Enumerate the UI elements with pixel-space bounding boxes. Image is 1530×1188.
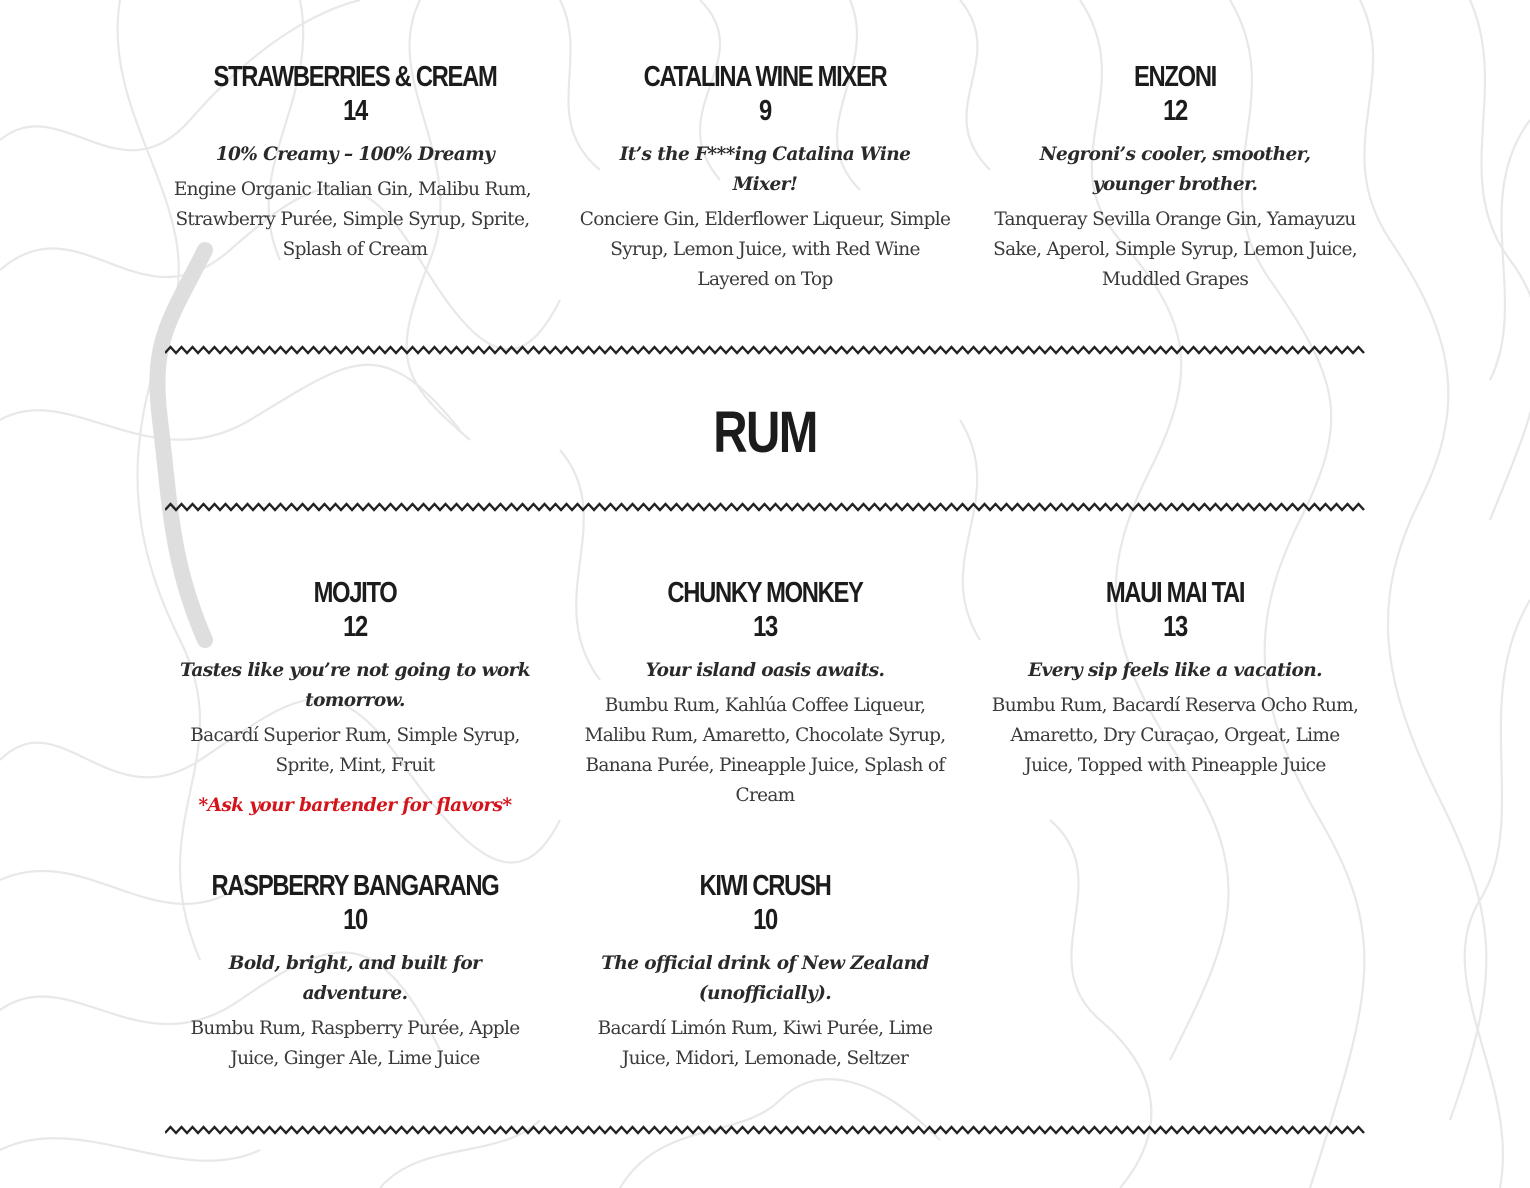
item-tagline: It’s the F***ing Catalina Wine Mixer! — [619, 144, 911, 195]
zigzag-divider — [165, 343, 1365, 357]
item-price: 13 — [1163, 611, 1187, 643]
item-ingredients: Engine Organic Italian Gin, Malibu Rum, Strawberry Purée, Simple Syrup, Sprite, Splash of Cream — [173, 179, 537, 260]
item-name: CHUNKY MONKEY — [667, 577, 863, 609]
menu-item-mojito — [165, 576, 545, 821]
item-ingredients: Bumbu Rum, Kahlúa Coffee Liqueur, Malibu Rum, Amaretto, Chocolate Syrup, Banana Purée, Pineapple Juice, Splash of Cream — [584, 695, 946, 806]
item-price: 10 — [343, 904, 367, 936]
item-price: 10 — [753, 904, 777, 936]
item-name: KIWI CRUSH — [699, 870, 831, 902]
item-tagline: Your island oasis awaits. — [645, 660, 885, 681]
item-ingredients: Bacardí Superior Rum, Simple Syrup, Sprite, Mint, Fruit — [190, 725, 520, 776]
menu-item-chunky-monkey — [575, 576, 955, 811]
item-tagline: The official drink of New Zealand (unofficially). — [601, 953, 929, 1004]
item-ingredients: Bumbu Rum, Raspberry Purée, Apple Juice, Ginger Ale, Lime Juice — [190, 1018, 520, 1069]
item-price: 12 — [1163, 95, 1187, 127]
item-price: 14 — [343, 95, 367, 127]
item-price: 13 — [753, 611, 777, 643]
item-name: STRAWBERRIES & CREAM — [213, 61, 497, 93]
bartender-note: *Ask your bartender for flavors* — [198, 795, 512, 816]
item-price: 12 — [343, 611, 367, 643]
menu-item-catalina-wine-mixer — [575, 60, 955, 295]
section-title-rum: RUM — [713, 400, 817, 465]
item-name: ENZONI — [1134, 61, 1216, 93]
item-name: MAUI MAI TAI — [1105, 577, 1245, 609]
menu-item-kiwi-crush — [575, 869, 955, 1074]
item-tagline: Negroni’s cooler, smoother, younger brother. — [1039, 144, 1311, 195]
item-tagline: Bold, bright, and built for adventure. — [228, 953, 482, 1004]
menu-item-maui-mai-tai — [985, 576, 1365, 781]
item-tagline: 10% Creamy – 100% Dreamy — [215, 144, 495, 165]
item-name: MOJITO — [313, 577, 397, 609]
zigzag-divider — [165, 1123, 1365, 1137]
item-ingredients: Bacardí Limón Rum, Kiwi Purée, Lime Juice, Midori, Lemonade, Seltzer — [597, 1018, 933, 1069]
item-tagline: Tastes like you’re not going to work tomorrow. — [179, 660, 531, 711]
item-price: 9 — [759, 95, 771, 127]
menu-item-enzoni — [985, 60, 1365, 295]
item-ingredients: Conciere Gin, Elderflower Liqueur, Simple Syrup, Lemon Juice, with Red Wine Layered on Top — [579, 209, 951, 290]
menu-item-strawberries-cream — [165, 60, 545, 265]
item-tagline: Every sip feels like a vacation. — [1028, 660, 1322, 681]
zigzag-divider — [165, 500, 1365, 514]
item-ingredients: Bumbu Rum, Bacardí Reserva Ocho Rum, Amaretto, Dry Curaçao, Orgeat, Lime Juice, Topped with Pineapple Juice — [991, 695, 1359, 776]
menu-item-raspberry-bangarang — [165, 869, 545, 1074]
item-name: RASPBERRY BANGARANG — [211, 870, 499, 902]
item-name: CATALINA WINE MIXER — [643, 61, 887, 93]
item-ingredients: Tanqueray Sevilla Orange Gin, Yamayuzu Sake, Aperol, Simple Syrup, Lemon Juice, Muddled Grapes — [993, 209, 1357, 290]
